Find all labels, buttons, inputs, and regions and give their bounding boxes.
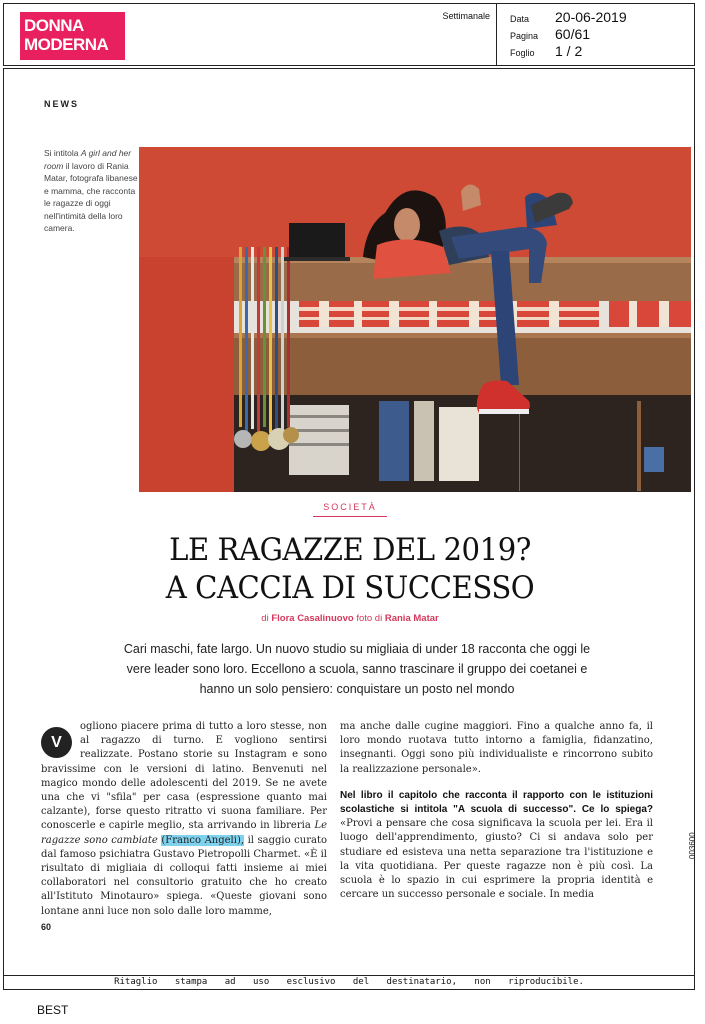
side-code: 003600	[688, 832, 697, 859]
body-paragraph-1	[41, 720, 327, 919]
sheet-value: 1 / 2	[555, 43, 583, 59]
section-tag: NEWS	[44, 99, 79, 109]
sheet-label: Foglio	[510, 48, 535, 58]
masthead-cell	[4, 4, 497, 65]
frequency-label: Settimanale	[442, 11, 490, 21]
sheet-row	[510, 43, 582, 59]
date-row	[510, 9, 627, 25]
byline-photo-prefix: foto di	[353, 613, 385, 624]
date-value: 20-06-2019	[555, 9, 627, 25]
caption-part-2: il lavoro di Rania Matar, fotografa libanese e mamma, che racconta le ragazze di oggi nell'intimità della loro camera.	[44, 160, 138, 233]
source-label: BEST	[37, 1003, 69, 1017]
page-label: Pagina	[510, 31, 539, 41]
byline-photographer: Rania Matar	[384, 613, 439, 624]
interview-question: Nel libro il capitolo che racconta il rapporto con le istituzioni scolastiche si intitola "A scuola di successo". Ce lo spiega?	[340, 789, 653, 816]
donna-moderna-logo	[20, 12, 125, 60]
header-box	[3, 3, 695, 66]
col1-text-b: il saggio curato dal famoso psichiatra Gustavo Pietropolli Charmet. «È il risultato di migliaia di colloqui fatti insieme ai miei collaboratori nel consultorio gratuito che ho creato all'Istituto Minotauro» spiega. «Queste giovani sono lontane anni luce non solo dalle loro mamme,	[41, 834, 328, 917]
photo-illustration	[139, 147, 691, 492]
article-frame	[3, 68, 695, 990]
body-paragraph-2: ma anche dalle cugine maggiori. Fino a qualche anno fa, il loro mondo ruotava tutto intorno a famiglia, fidanzatino, insegnanti. Oggi sono più individualiste e rincorrono subito la realizzazione personale».	[340, 721, 653, 775]
body-paragraph-3	[340, 789, 653, 903]
article-photo	[139, 147, 691, 492]
byline-prefix: di	[261, 613, 272, 624]
headline-line-2: A CACCIA DI SUCCESSO	[165, 570, 535, 606]
logo-line-2: MODERNA	[24, 35, 109, 54]
book-title: Le ragazze sono cambiate	[41, 820, 327, 846]
standfirst: Cari maschi, fate largo. Un nuovo studio su migliaia di under 18 racconta che oggi le vere leader sono loro. Eccellono a scuola, sanno trascinare il gruppo dei coetanei e hanno un solo pensiero: conquistare un posto nel mondo	[123, 642, 591, 696]
byline	[4, 613, 696, 624]
meta-cell	[498, 4, 694, 65]
logo-line-1: DONNA	[24, 16, 84, 35]
headline	[25, 531, 675, 607]
col1-text-a: ogliono piacere prima di tutto a loro stesse, non al ragazzo di turno. E vogliono sentirsi realizzate. Postano storie su Instagram e sono bravissime con le versioni di latino. Benvenuti nel magico mondo delle adolescenti del 2019. Se ne avete una che vi "sfila" per casa (espressione quanto mai calzante), forse questo ritratto vi suona familiare. Per conoscerle e capirle meglio, sta arrivando in libreria	[41, 721, 327, 832]
date-label: Data	[510, 14, 530, 24]
headline-line-1: LE RAGAZZE DEL 2019?	[169, 532, 531, 568]
photo-caption	[44, 147, 139, 235]
drop-cap: V	[41, 727, 72, 758]
kicker-underline	[313, 516, 387, 517]
byline-author: Flora Casalinuovo	[271, 613, 354, 624]
body-column-2	[340, 720, 653, 902]
page-value: 60/61	[555, 26, 591, 42]
highlighted-publisher: (Franco Angeli),	[161, 834, 245, 846]
caption-title: A girl and her room	[44, 148, 132, 171]
body-column-1	[41, 720, 327, 919]
kicker: SOCIETÀ	[323, 502, 377, 512]
clipping-notice: Ritaglio stampa ad uso esclusivo del destinatario, non riproducibile.	[3, 975, 695, 990]
page-number: 60	[41, 922, 52, 932]
page-row	[510, 26, 590, 42]
interview-answer: «Provi a pensare che cosa significava la scuola per lei. Era il luogo dell'apprendimento, giusto? Ci si andava solo per studiare ed esisteva una netta separazione tra l'istituzione e la vita quotidiana. Per queste ragazze non è più così. La scuola è lo spazio in cui esprimere la propria identità e cercare un successo personale e sociale. In media	[340, 818, 653, 901]
caption-part-1: Si intitola	[44, 148, 81, 158]
